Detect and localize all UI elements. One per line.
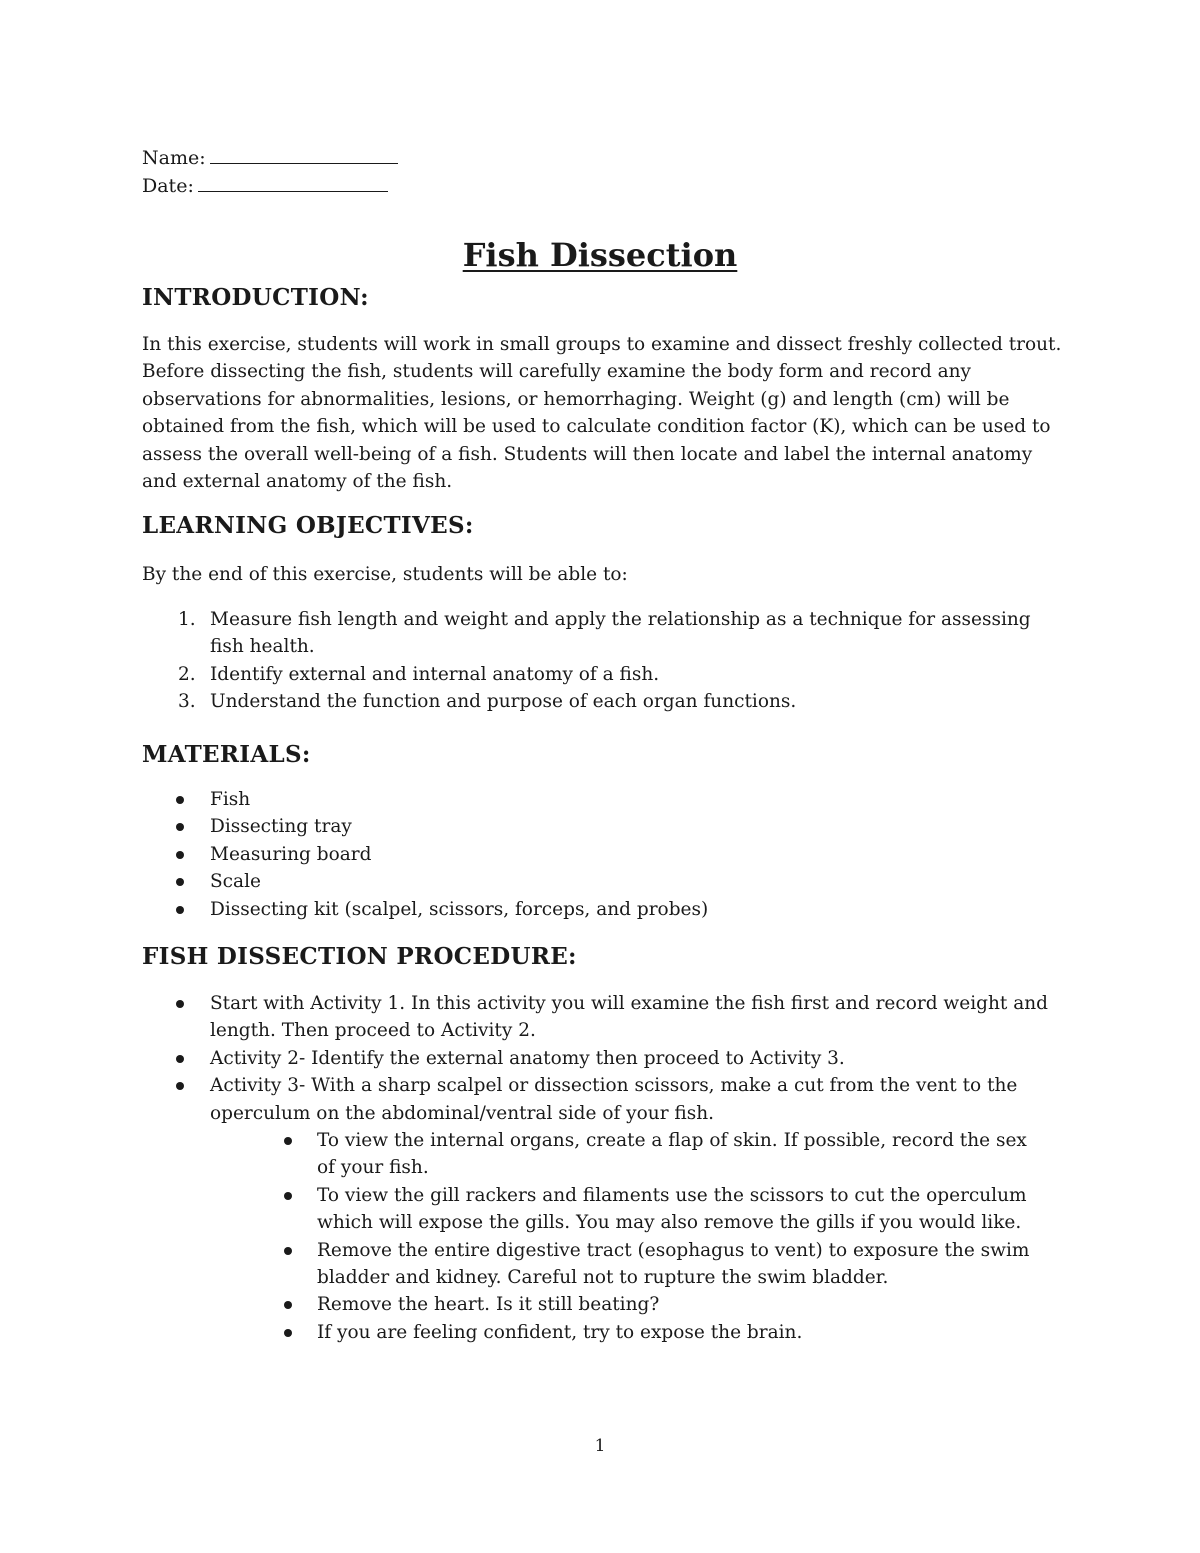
introduction-heading: INTRODUCTION:: [142, 284, 369, 311]
objectives-intro: By the end of this exercise, students will be able to:: [142, 564, 628, 585]
list-item: [142, 1045, 1062, 1072]
materials-heading: MATERIALS:: [142, 741, 311, 768]
objectives-list: [142, 606, 1062, 716]
page-title: Fish Dissection: [462, 236, 738, 274]
list-item: [142, 896, 1062, 923]
list-item: [250, 1319, 1050, 1346]
bullet-icon: [284, 1192, 292, 1200]
procedure-list: [142, 990, 1062, 1127]
list-item: [250, 1182, 1050, 1237]
bullet-icon: [176, 1055, 184, 1063]
list-item-text: Measure fish length and weight and apply the relationship as a technique for assessing fish health.: [210, 609, 1031, 658]
bullet-icon: [176, 906, 184, 914]
list-item-text: Remove the entire digestive tract (esophagus to vent) to exposure the swim bladder and kidney. Careful not to rupture the swim bladder.: [317, 1239, 1030, 1289]
list-item-text: Identify external and internal anatomy of a fish.: [210, 663, 660, 685]
list-item-text: Fish: [210, 789, 251, 810]
list-item-text: Activity 2- Identify the external anatomy then proceed to Activity 3.: [210, 1047, 845, 1069]
list-item-text: Start with Activity 1. In this activity you will examine the fish first and record weight and length. Then proceed to Activity 2.: [210, 993, 1048, 1042]
list-item: [142, 661, 1062, 688]
procedure-sublist: [250, 1127, 1050, 1346]
list-item: [142, 688, 1062, 715]
list-item-text: Understand the function and purpose of each organ functions.: [210, 691, 797, 713]
list-item-text: To view the internal organs, create a flap of skin. If possible, record the sex of your fish.: [317, 1130, 1027, 1179]
bullet-icon: [176, 796, 184, 804]
name-field: [142, 144, 398, 172]
list-item: [142, 1072, 1062, 1127]
list-number: 1.: [178, 609, 196, 630]
page-number: 1: [594, 1436, 606, 1456]
bullet-icon: [284, 1247, 292, 1255]
date-field: [142, 172, 388, 200]
procedure-heading: FISH DISSECTION PROCEDURE:: [142, 943, 577, 970]
list-item: [142, 786, 1062, 813]
bullet-icon: [284, 1137, 292, 1145]
bullet-icon: [176, 1082, 184, 1090]
name-label: Name:: [142, 147, 206, 169]
list-item-text: Measuring board: [210, 843, 372, 865]
bullet-icon: [284, 1301, 292, 1309]
bullet-icon: [176, 1000, 184, 1008]
list-item: [142, 813, 1062, 840]
list-number: 3.: [178, 691, 196, 713]
introduction-text: In this exercise, students will work in small groups to examine and dissect freshly collected trout. Before dissecting the fish, students will carefully examine the body form and record any observations for abnormalities, lesions, or hemorrhaging. Weight (g) and length (cm) will be obtained from the fish, which will be used to calculate condition factor (K), which can be used to assess the overall well-being of a fish. Students will then locate and label the internal anatomy and external anatomy of the fish.: [142, 334, 1062, 493]
list-item: [250, 1127, 1050, 1182]
list-item: [250, 1291, 1050, 1318]
list-item: [142, 990, 1062, 1045]
bullet-icon: [176, 851, 184, 859]
materials-list: [142, 786, 1062, 923]
list-item-text: Remove the heart. Is it still beating?: [317, 1294, 660, 1316]
bullet-icon: [176, 823, 184, 831]
list-item-text: Dissecting tray: [210, 816, 352, 838]
list-item-text: Dissecting kit (scalpel, scissors, forceps, and probes): [210, 898, 709, 920]
list-item-text: Activity 3- With a sharp scalpel or dissection scissors, make a cut from the vent to the operculum on the abdominal/ventral side of your fish.: [210, 1075, 1018, 1124]
bullet-icon: [284, 1329, 292, 1337]
list-item-text: If you are feeling confident, try to expose the brain.: [317, 1321, 803, 1343]
list-item-text: To view the gill rackers and filaments use the scissors to cut the operculum which will expose the gills. You may also remove the gills if you would like.: [317, 1184, 1027, 1234]
list-item: [250, 1237, 1050, 1292]
list-item: [142, 868, 1062, 895]
list-item: [142, 841, 1062, 868]
name-blank-line[interactable]: [210, 144, 398, 164]
list-item-text: Scale: [210, 871, 261, 893]
date-blank-line[interactable]: [198, 172, 388, 192]
list-item: [142, 606, 1062, 661]
date-label: Date:: [142, 175, 194, 197]
list-number: 2.: [178, 663, 196, 685]
objectives-heading: LEARNING OBJECTIVES:: [142, 512, 474, 539]
bullet-icon: [176, 878, 184, 886]
